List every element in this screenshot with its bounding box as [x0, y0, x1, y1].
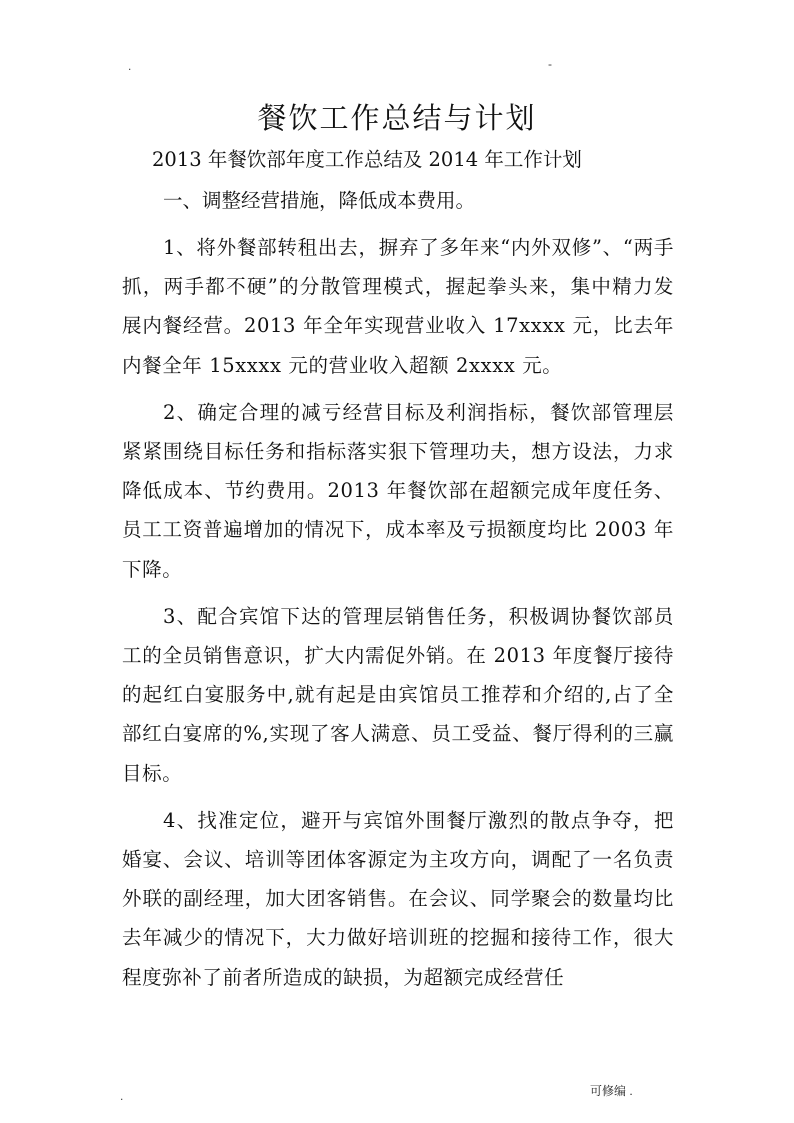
top-right-mark: - — [548, 57, 552, 71]
top-left-mark: . — [128, 59, 132, 73]
paragraph-1: 1、将外餐部转租出去，摒弃了多年来“内外双修”、“两手抓，两手都不硬”的分散管理模式，握起拳头来，集中精力发展内餐经营。2013 年全年实现营业收入 17xxxx 元，比去年内餐全年 15xxxx 元的营业收入超额 2xxxx 元。 — [122, 236, 674, 377]
bottom-left-mark: . — [120, 1089, 124, 1103]
document-title: 餐饮工作总结与计划 — [257, 101, 537, 135]
paragraph-2: 2、确定合理的减亏经营目标及利润指标，餐饮部管理层紧紧围绕目标任务和指标落实狠下管理功夫，想方设法，力求降低成本、节约费用。2013 年餐饮部在超额完成年度任务、员工工资普遍增加的情况下，成本率及亏损额度均比 2003 年下降。 — [122, 400, 674, 581]
section-heading: 一、调整经营措施，降低成本费用。 — [163, 189, 476, 212]
body-text — [122, 228, 674, 1005]
paragraph-3: 3、配合宾馆下达的管理层销售任务，积极调协餐饮部员工的全员销售意识，扩大内需促外销。在 2013 年度餐厅接待的起红白宴服务中,就有起是由宾馆员工推荐和介绍的,占了全部红白宴席的%,实现了客人满意、员工受益、餐厅得利的三赢目标。 — [122, 604, 674, 785]
paragraph-4: 4、找准定位，避开与宾馆外围餐厅激烈的散点争夺，把婚宴、会议、培训等团体客源定为主攻方向，调配了一名负责外联的副经理，加大团客销售。在会议、同学聚会的数量均比去年减少的情况下，大力做好培训班的挖掘和接待工作，很大程度弥补了前者所造成的缺损，为超额完成经营任 — [122, 808, 674, 989]
document-subtitle: 2013 年餐饮部年度工作总结及 2014 年工作计划 — [152, 148, 582, 171]
footer-label: 可修编 . — [590, 1084, 633, 1098]
